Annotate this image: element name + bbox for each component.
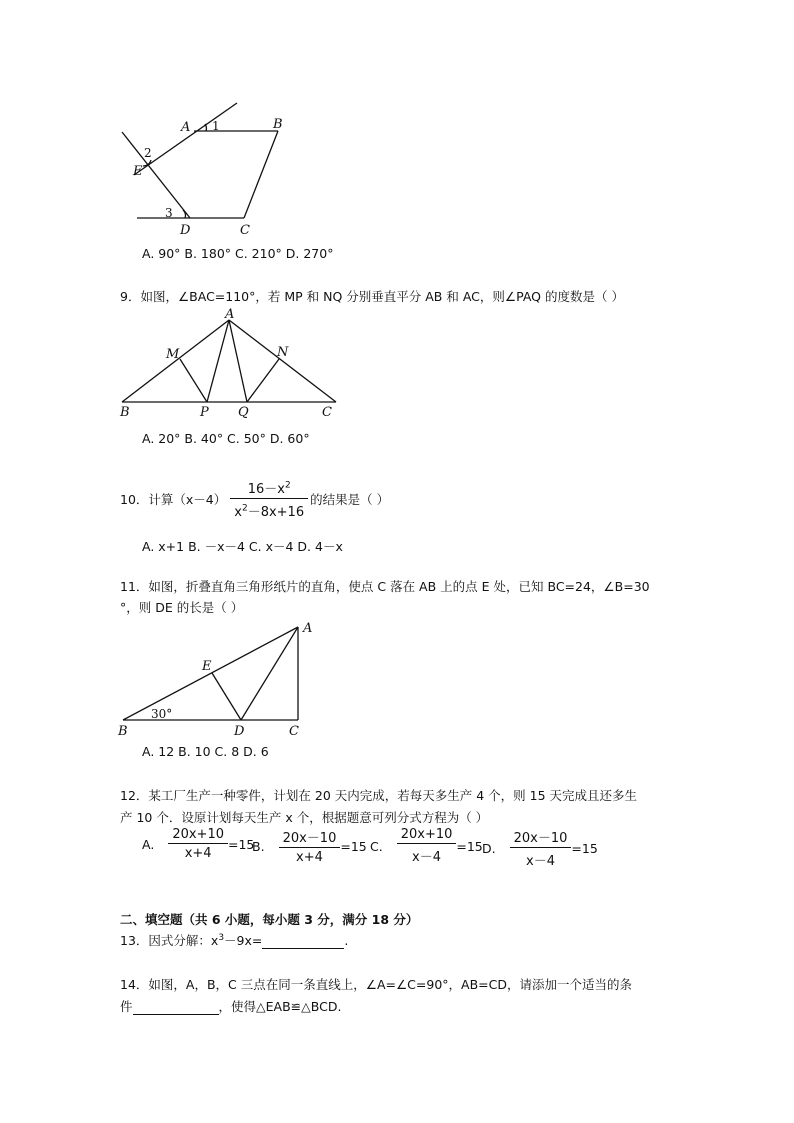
q11-label-c: C (289, 724, 299, 739)
q9-label-b: B (120, 405, 130, 420)
q12-d-denominator: x－4 (526, 854, 555, 869)
q12-a-denominator: x+4 (184, 846, 212, 861)
q9-stem: 9．如图，∠BAC=110°，若 MP 和 NQ 分别垂直平分 AB 和 AC，则∠PAQ 的度数是（ ） (120, 289, 624, 304)
q11-label-d: D (234, 724, 245, 739)
q8-options: A. 90° B. 180° C. 210° D. 270° (142, 246, 334, 261)
q9-options: A. 20° B. 40° C. 50° D. 60° (142, 431, 310, 446)
q12-a-numerator: 20x+10 (168, 827, 228, 844)
q8-angle1-label: 1 (212, 119, 220, 133)
q9-label-m: M (166, 347, 180, 362)
q10-suffix: 的结果是（ ） (310, 492, 390, 507)
q11-label-a: A (303, 621, 313, 636)
q8-label-c: C (240, 223, 250, 238)
q14-stem-line1: 14．如图，A，B，C 三点在同一条直线上，∠A=∠C=90°，AB=CD，请添加一个适当的条 (120, 977, 632, 992)
q11-line-da (241, 627, 298, 720)
q12-option-d: D. $\frac{20x-10}{x-4}$ =15 (482, 827, 598, 869)
q12-option-a: A. $\frac{20x+10}{x+4}$ =15 (142, 827, 255, 861)
q9-label-p: P (200, 405, 209, 420)
q9-label-a: A (225, 307, 235, 322)
q10-denominator: $x^2-8x+16$ (234, 503, 305, 520)
q11-label-b: B (118, 724, 128, 739)
q14-answer-blank[interactable] (133, 999, 219, 1015)
q8-label-b: B (273, 117, 283, 132)
q10-options: A. x+1 B. －x－4 C. x－4 D. 4－x (142, 539, 343, 554)
q10-prefix: 10．计算（x－4） (120, 492, 227, 507)
q13-stem: 13．因式分解：$x^3-9x=$ . (120, 932, 349, 948)
section-2-title: 二、填空题（共 6 小题，每小题 3 分，满分 18 分） (120, 912, 419, 927)
q12-c-numerator: 20x+10 (397, 827, 457, 844)
q8-angle3-label: 3 (165, 206, 173, 220)
q11-label-e: E (202, 659, 212, 674)
q8-label-e: E (133, 164, 143, 179)
q12-option-b: B. $\frac{20x-10}{x+4}$ =15 (252, 827, 367, 865)
q11-line-ed (212, 673, 241, 720)
q12-c-denominator: x－4 (412, 850, 442, 865)
q11-stem-line2: °，则 DE 的长是（ ） (120, 600, 244, 615)
q11-angle-label: 30° (151, 707, 173, 721)
q8-angle2-label: 2 (144, 146, 152, 160)
q11-stem-line1: 11．如图，折叠直角三角形纸片的直角，使点 C 落在 AB 上的点 E 处，已知 BC=24，∠B=30 (120, 579, 650, 594)
q9-label-c: C (322, 405, 332, 420)
q12-stem-line1: 12．某工厂生产一种零件，计划在 20 天内完成，若每天多生产 4 个，则 15 天完成且还多生 (120, 788, 638, 803)
q12-option-c: C. $\frac{20x+10}{x-4}$ =15 (370, 827, 483, 865)
q9-label-n: N (277, 345, 289, 360)
q13-answer-blank[interactable] (262, 933, 344, 949)
q12-b-numerator: 20x－10 (279, 827, 341, 848)
q12-b-denominator: x+4 (296, 850, 323, 865)
q10-numerator: $16-x^2$ (230, 478, 308, 499)
q9-label-q: Q (238, 405, 249, 420)
q8-label-a: A (181, 120, 191, 135)
q14-stem-line2: 件 ，使得△EAB≌△BCD. (120, 999, 342, 1014)
q11-options: A. 12 B. 10 C. 8 D. 6 (142, 744, 269, 759)
q12-d-numerator: 20x－10 (510, 827, 572, 848)
q8-label-d: D (180, 223, 191, 238)
q12-stem-line2: 产 10 个．设原计划每天生产 x 个，根据题意可列分式方程为（ ） (120, 810, 489, 825)
